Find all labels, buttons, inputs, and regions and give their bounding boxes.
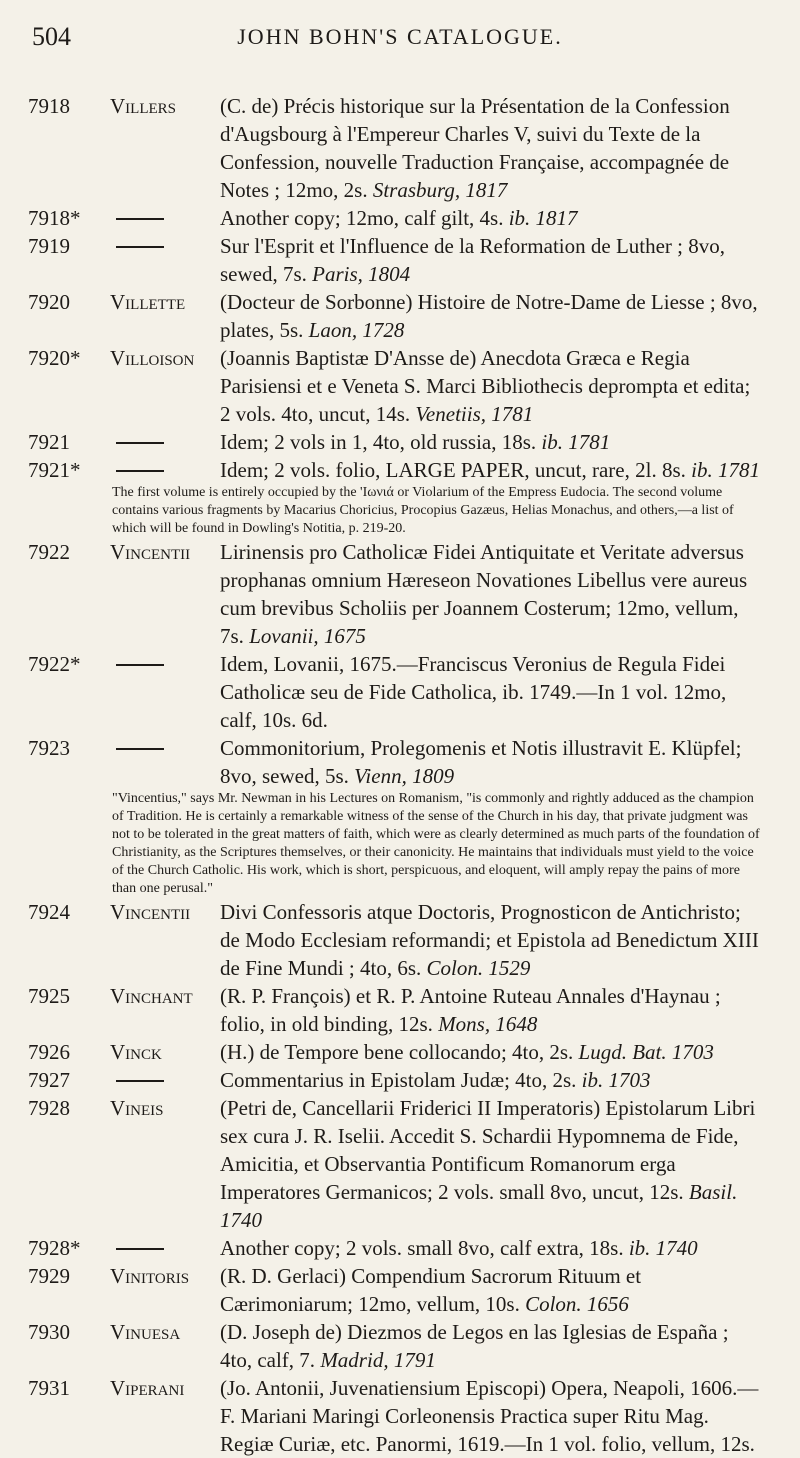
entry-number: 7928* bbox=[28, 1236, 81, 1260]
entry-text bbox=[220, 456, 762, 484]
entry-description: Idem, Lovanii, 1675.—Franciscus Veronius de Regula Fidei Catholicæ seu de Fide Catholica, ib. 1749.—In 1 vol. 12mo, calf, 10s. 6d. bbox=[220, 652, 727, 732]
entry-number: 7919 bbox=[28, 234, 70, 258]
entry-note: The first volume is entirely occupied by the 'Ιωνιά or Violarium of the Empress Eudocia. The second volume contains various fragments by Macarius Choricius, Procopius Gazæus, Helias Monachus, and others,—a list of which will be found in Dowling's Notitia, p. 219-20. bbox=[112, 485, 734, 536]
entry-text bbox=[220, 428, 762, 456]
entry-heading: Villers bbox=[110, 94, 176, 118]
entry-heading: Vinuesa bbox=[110, 1320, 181, 1344]
entry-text bbox=[220, 1374, 762, 1458]
entry-number: 7923 bbox=[28, 736, 70, 760]
catalogue-entry bbox=[28, 456, 762, 538]
entry-heading: Villoison bbox=[110, 346, 195, 370]
running-title: JOHN BOHN'S CATALOGUE. bbox=[237, 24, 563, 49]
ditto-dash bbox=[116, 442, 164, 444]
entry-imprint: Venetiis, 1781 bbox=[415, 402, 534, 426]
entry-description: (R. P. François) et R. P. Antoine Ruteau Annales d'Haynau ; folio, in old binding, 12s. bbox=[220, 984, 721, 1036]
entry-text bbox=[220, 344, 762, 428]
entry-number: 7931 bbox=[28, 1376, 70, 1400]
entry-description: (Docteur de Sorbonne) Histoire de Notre-Dame de Liesse ; 8vo, plates, 5s. bbox=[220, 290, 758, 342]
entry-imprint: Colon. 1656 bbox=[525, 1292, 629, 1316]
entry-text bbox=[220, 982, 762, 1038]
entry-imprint: Paris, 1804 bbox=[312, 262, 411, 286]
entry-number: 7922* bbox=[28, 652, 81, 676]
entry-heading: Vincentii bbox=[110, 900, 191, 924]
entry-text bbox=[220, 1318, 762, 1374]
catalogue-entry bbox=[28, 650, 762, 734]
entry-imprint: Madrid, 1791 bbox=[320, 1348, 436, 1372]
entry-imprint: Strasburg, 1817 bbox=[372, 178, 508, 202]
entry-imprint: ib. 1740 bbox=[628, 1236, 698, 1260]
entry-text bbox=[220, 1234, 762, 1262]
catalogue-entry bbox=[28, 1318, 762, 1374]
entry-text bbox=[220, 1262, 762, 1318]
entry-number: 7925 bbox=[28, 984, 70, 1008]
entry-imprint: ib. 1781 bbox=[691, 458, 760, 482]
entry-description: Sur l'Esprit et l'Influence de la Reformation de Luther ; 8vo, sewed, 7s. bbox=[220, 234, 726, 286]
entry-number: 7928 bbox=[28, 1096, 70, 1120]
entry-number: 7921 bbox=[28, 430, 70, 454]
catalogue-entry bbox=[28, 428, 762, 456]
entry-heading: Vinck bbox=[110, 1040, 162, 1064]
entry-imprint: Lovanii, 1675 bbox=[249, 624, 366, 648]
entry-description: Lirinensis pro Catholicæ Fidei Antiquitate et Veritate adversus prophanas omnium Hæreseon Novationes Libellus vere aureus cum brevibus Scholiis per Joannem Costerum; 12mo, vellum, 7s. bbox=[220, 540, 748, 648]
entry-text bbox=[220, 288, 762, 344]
entry-text bbox=[220, 734, 762, 790]
catalogue-entry bbox=[28, 288, 762, 344]
entry-description: (D. Joseph de) Diezmos de Legos en las Iglesias de España ; 4to, calf, 7. bbox=[220, 1320, 729, 1372]
catalogue-entry bbox=[28, 898, 762, 982]
entry-imprint: Vienn, 1809 bbox=[354, 764, 455, 788]
entry-heading: Vincentii bbox=[110, 540, 191, 564]
ditto-dash bbox=[116, 470, 164, 472]
entry-heading: Vinchant bbox=[110, 984, 193, 1008]
entry-imprint: Laon, 1728 bbox=[308, 318, 405, 342]
entry-number: 7926 bbox=[28, 1040, 70, 1064]
entry-number: 7920 bbox=[28, 290, 70, 314]
entry-heading: Villette bbox=[110, 290, 186, 314]
ditto-dash bbox=[116, 664, 164, 666]
catalogue-entry bbox=[28, 1094, 762, 1234]
catalogue-entry bbox=[28, 92, 762, 204]
catalogue-entry bbox=[28, 734, 762, 898]
entry-description: Divi Confessoris atque Doctoris, Prognosticon de Antichristo; de Modo Ecclesiam reformandi; et Epistola ad Benedictum XIII de Fine Mundi ; 4to, 6s. bbox=[220, 900, 759, 980]
entry-description: Idem; 2 vols in 1, 4to, old russia, 18s. bbox=[220, 430, 537, 454]
entry-description: Another copy; 12mo, calf gilt, 4s. bbox=[220, 206, 504, 230]
entry-description: (H.) de Tempore bene collocando; 4to, 2s. bbox=[220, 1040, 574, 1064]
entry-number: 7929 bbox=[28, 1264, 70, 1288]
entry-text bbox=[220, 650, 762, 734]
ditto-dash bbox=[116, 1248, 164, 1250]
ditto-dash bbox=[116, 218, 164, 220]
entry-number: 7922 bbox=[28, 540, 70, 564]
entry-imprint: Basil. 1740 bbox=[220, 1180, 738, 1232]
entry-text bbox=[220, 204, 762, 232]
entry-heading: Vinitoris bbox=[110, 1264, 190, 1288]
ditto-dash bbox=[116, 1080, 164, 1082]
catalogue-entry bbox=[28, 1066, 762, 1094]
entry-description: (R. D. Gerlaci) Compendium Sacrorum Rituum et Cærimoniarum; 12mo, vellum, 10s. bbox=[220, 1264, 642, 1316]
catalogue-entry bbox=[28, 1262, 762, 1318]
entry-number: 7921* bbox=[28, 458, 81, 482]
entry-text bbox=[220, 1038, 762, 1066]
entry-text bbox=[220, 1066, 762, 1094]
entry-number: 7930 bbox=[28, 1320, 70, 1344]
entry-imprint: ib. 1781 bbox=[541, 430, 611, 454]
entry-note: "Vincentius," says Mr. Newman in his Lectures on Romanism, "is commonly and rightly adduced as the champion of Tradition. He is certainly a remarkable witness of the sense of the Church in his day, that private judgment was not to be tolerated in the great matters of faith, which were as clearly determined as much parts of the foundation of Christianity, as the Scriptures themselves, or their canonicity. He maintains that individuals must yield to the voice of the Church Catholic. His work, which is short, perspicuous, and eloquent, will amply repay the pains of more than one perusal." bbox=[112, 791, 760, 896]
entry-number: 7924 bbox=[28, 900, 70, 924]
entry-description: (Joannis Baptistæ D'Ansse de) Anecdota Græca e Regia Parisiensi et e Veneta S. Marci Bibliothecis deprompta et edita; 2 vols. 4to, uncut, 14s. bbox=[220, 346, 751, 426]
entry-text bbox=[220, 232, 762, 288]
catalogue-entry bbox=[28, 344, 762, 428]
catalogue-entry bbox=[28, 1234, 762, 1262]
page-header bbox=[32, 22, 768, 62]
entry-imprint: Lugd. Bat. 1703 bbox=[578, 1040, 714, 1064]
catalogue-entry bbox=[28, 982, 762, 1038]
catalogue-entry bbox=[28, 232, 762, 288]
entry-description: Another copy; 2 vols. small 8vo, calf extra, 18s. bbox=[220, 1236, 624, 1260]
entry-description: (Petri de, Cancellarii Friderici II Imperatoris) Epistolarum Libri sex cura J. R. Iselii. Accedit S. Schardii Hypomnema de Fide, Amicitia, et Observantia Pontificum Romanorum erga Imperatores Germanicos; 2 vols. small 8vo, uncut, 12s. bbox=[220, 1096, 756, 1204]
entry-number: 7927 bbox=[28, 1068, 70, 1092]
entry-number: 7918* bbox=[28, 206, 81, 230]
entry-number: 7918 bbox=[28, 94, 70, 118]
entry-text bbox=[220, 1094, 762, 1234]
entry-text bbox=[220, 898, 762, 982]
entry-description: Commonitorium, Prolegomenis et Notis illustravit E. Klüpfel; 8vo, sewed, 5s. bbox=[220, 736, 742, 788]
entry-imprint: Mons, 1648 bbox=[438, 1012, 538, 1036]
ditto-dash bbox=[116, 246, 164, 248]
entry-description: (Jo. Antonii, Juvenatiensium Episcopi) Opera, Neapoli, 1606.—F. Mariani Maringi Corleonensis Practica super Ritu Mag. Regiæ Curiæ, etc. Panormi, 1619.—In 1 vol. folio, vellum, 12s. bbox=[220, 1376, 759, 1456]
ditto-dash bbox=[116, 748, 164, 750]
entry-description: Commentarius in Epistolam Judæ; 4to, 2s. bbox=[220, 1068, 577, 1092]
entry-number: 7920* bbox=[28, 346, 81, 370]
page-number: 504 bbox=[32, 22, 71, 51]
entry-imprint: ib. 1703 bbox=[581, 1068, 651, 1092]
entry-text bbox=[220, 92, 762, 204]
catalogue-entry bbox=[28, 204, 762, 232]
entry-heading: Viperani bbox=[110, 1376, 185, 1400]
catalogue-entry bbox=[28, 1374, 762, 1458]
catalogue-entries bbox=[28, 92, 762, 1458]
entry-description: Idem; 2 vols. folio, LARGE PAPER, uncut, rare, 2l. 8s. bbox=[220, 458, 686, 482]
entry-imprint: ib. 1817 bbox=[508, 206, 578, 230]
entry-imprint: Colon. 1529 bbox=[426, 956, 531, 980]
entry-text bbox=[220, 538, 762, 650]
catalogue-entry bbox=[28, 1038, 762, 1066]
catalogue-entry bbox=[28, 538, 762, 650]
entry-description: (C. de) Précis historique sur la Présentation de la Confession d'Augsbourg à l'Empereur Charles V, suivi du Texte de la Confession, nouvelle Traduction Française, accompagnée de Notes ; 12mo, 2s. bbox=[220, 94, 730, 202]
entry-heading: Vineis bbox=[110, 1096, 164, 1120]
